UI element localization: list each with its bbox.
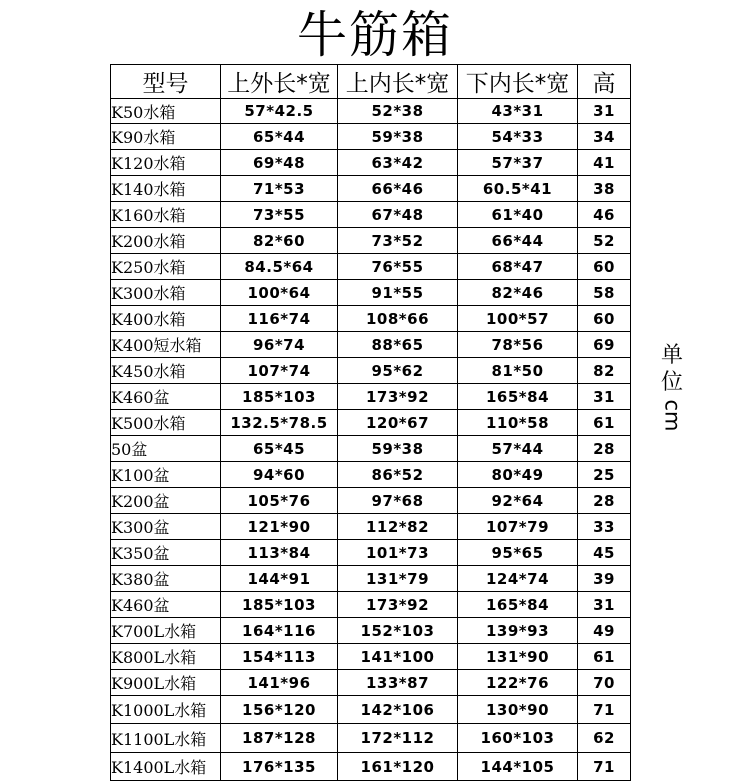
cell-top-outer: 57*42.5: [221, 99, 338, 124]
table-row: [111, 436, 631, 462]
cell-bottom-inner: 100*57: [458, 306, 578, 332]
cell-model: K500水箱: [111, 410, 221, 436]
cell-top-outer: 82*60: [221, 228, 338, 254]
table-row: [111, 202, 631, 228]
cell-bottom-inner: 54*33: [458, 124, 578, 150]
cell-top-outer: 185*103: [221, 592, 338, 618]
table-row: [111, 124, 631, 150]
cell-top-outer: 105*76: [221, 488, 338, 514]
header-top-inner: 上内长*宽: [338, 65, 458, 99]
cell-top-inner: 76*55: [338, 254, 458, 280]
cell-height: 71: [578, 696, 631, 724]
cell-bottom-inner: 57*37: [458, 150, 578, 176]
table-row: [111, 592, 631, 618]
cell-top-outer: 164*116: [221, 618, 338, 644]
table-row: [111, 150, 631, 176]
cell-top-outer: 94*60: [221, 462, 338, 488]
cell-height: 38: [578, 176, 631, 202]
table-row: [111, 724, 631, 753]
cell-bottom-inner: 130*90: [458, 696, 578, 724]
cell-bottom-inner: 82*46: [458, 280, 578, 306]
cell-top-inner: 133*87: [338, 670, 458, 696]
spec-table: [110, 64, 631, 781]
cell-model: K250水箱: [111, 254, 221, 280]
cell-bottom-inner: 92*64: [458, 488, 578, 514]
cell-top-inner: 91*55: [338, 280, 458, 306]
cell-bottom-inner: 124*74: [458, 566, 578, 592]
cell-height: 62: [578, 724, 631, 753]
cell-bottom-inner: 144*105: [458, 753, 578, 781]
cell-top-inner: 173*92: [338, 384, 458, 410]
cell-model: K300水箱: [111, 280, 221, 306]
cell-height: 28: [578, 436, 631, 462]
table-row: [111, 696, 631, 724]
cell-height: 70: [578, 670, 631, 696]
table-row: [111, 753, 631, 781]
cell-top-outer: 121*90: [221, 514, 338, 540]
cell-bottom-inner: 66*44: [458, 228, 578, 254]
cell-top-outer: 65*44: [221, 124, 338, 150]
cell-model: K900L水箱: [111, 670, 221, 696]
cell-model: K350盆: [111, 540, 221, 566]
cell-model: K460盆: [111, 592, 221, 618]
header-bottom-inner: 下内长*宽: [458, 65, 578, 99]
cell-model: K800L水箱: [111, 644, 221, 670]
table-row: [111, 176, 631, 202]
cell-top-inner: 86*52: [338, 462, 458, 488]
cell-model: K100盆: [111, 462, 221, 488]
cell-top-outer: 185*103: [221, 384, 338, 410]
table-row: [111, 670, 631, 696]
table-row: [111, 462, 631, 488]
cell-height: 69: [578, 332, 631, 358]
cell-top-outer: 154*113: [221, 644, 338, 670]
cell-top-outer: 71*53: [221, 176, 338, 202]
cell-model: K400短水箱: [111, 332, 221, 358]
cell-bottom-inner: 139*93: [458, 618, 578, 644]
table-row: [111, 254, 631, 280]
cell-top-inner: 112*82: [338, 514, 458, 540]
cell-bottom-inner: 61*40: [458, 202, 578, 228]
cell-top-inner: 88*65: [338, 332, 458, 358]
cell-top-outer: 113*84: [221, 540, 338, 566]
cell-height: 82: [578, 358, 631, 384]
table-row: [111, 280, 631, 306]
table-header: [111, 65, 631, 99]
cell-height: 41: [578, 150, 631, 176]
cell-top-inner: 97*68: [338, 488, 458, 514]
cell-model: K1400L水箱: [111, 753, 221, 781]
cell-top-outer: 73*55: [221, 202, 338, 228]
cell-height: 46: [578, 202, 631, 228]
cell-top-inner: 59*38: [338, 124, 458, 150]
cell-bottom-inner: 95*65: [458, 540, 578, 566]
table-row: [111, 228, 631, 254]
cell-height: 33: [578, 514, 631, 540]
cell-top-outer: 100*64: [221, 280, 338, 306]
table-body: [111, 99, 631, 781]
table-row: [111, 99, 631, 124]
cell-top-inner: 59*38: [338, 436, 458, 462]
cell-top-outer: 107*74: [221, 358, 338, 384]
cell-top-outer: 96*74: [221, 332, 338, 358]
cell-bottom-inner: 78*56: [458, 332, 578, 358]
cell-model: K700L水箱: [111, 618, 221, 644]
cell-bottom-inner: 68*47: [458, 254, 578, 280]
table-row: [111, 566, 631, 592]
cell-height: 58: [578, 280, 631, 306]
cell-top-outer: 116*74: [221, 306, 338, 332]
unit-label: 单位: [660, 343, 683, 395]
cell-height: 60: [578, 254, 631, 280]
cell-top-outer: 132.5*78.5: [221, 410, 338, 436]
cell-top-inner: 172*112: [338, 724, 458, 753]
cell-top-outer: 156*120: [221, 696, 338, 724]
cell-bottom-inner: 131*90: [458, 644, 578, 670]
cell-top-outer: 144*91: [221, 566, 338, 592]
table-row: [111, 384, 631, 410]
cell-model: K160水箱: [111, 202, 221, 228]
header-row: [111, 65, 631, 99]
table-row: [111, 306, 631, 332]
cell-top-inner: 95*62: [338, 358, 458, 384]
unit-value: cm: [660, 399, 685, 432]
cell-bottom-inner: 57*44: [458, 436, 578, 462]
cell-top-inner: 152*103: [338, 618, 458, 644]
cell-top-inner: 52*38: [338, 99, 458, 124]
cell-model: K380盆: [111, 566, 221, 592]
cell-height: 31: [578, 384, 631, 410]
cell-model: K460盆: [111, 384, 221, 410]
cell-top-inner: 173*92: [338, 592, 458, 618]
cell-top-outer: 69*48: [221, 150, 338, 176]
cell-model: K1100L水箱: [111, 724, 221, 753]
cell-top-inner: 66*46: [338, 176, 458, 202]
cell-top-outer: 65*45: [221, 436, 338, 462]
cell-bottom-inner: 122*76: [458, 670, 578, 696]
header-top-outer: 上外长*宽: [221, 65, 338, 99]
cell-height: 52: [578, 228, 631, 254]
page-title: 牛筋箱: [297, 6, 453, 64]
cell-top-outer: 176*135: [221, 753, 338, 781]
cell-model: K300盆: [111, 514, 221, 540]
cell-model: K200水箱: [111, 228, 221, 254]
cell-height: 61: [578, 644, 631, 670]
table-row: [111, 514, 631, 540]
table-row: [111, 644, 631, 670]
cell-bottom-inner: 110*58: [458, 410, 578, 436]
cell-top-inner: 63*42: [338, 150, 458, 176]
cell-model: K200盆: [111, 488, 221, 514]
cell-height: 31: [578, 99, 631, 124]
table-row: [111, 410, 631, 436]
table-row: [111, 540, 631, 566]
cell-height: 45: [578, 540, 631, 566]
cell-model: 50盆: [111, 436, 221, 462]
cell-bottom-inner: 43*31: [458, 99, 578, 124]
cell-height: 31: [578, 592, 631, 618]
cell-top-inner: 120*67: [338, 410, 458, 436]
cell-height: 61: [578, 410, 631, 436]
cell-top-outer: 187*128: [221, 724, 338, 753]
cell-height: 71: [578, 753, 631, 781]
cell-height: 49: [578, 618, 631, 644]
cell-top-inner: 131*79: [338, 566, 458, 592]
cell-height: 34: [578, 124, 631, 150]
cell-height: 28: [578, 488, 631, 514]
header-height: 高: [578, 65, 631, 99]
cell-top-inner: 101*73: [338, 540, 458, 566]
cell-top-outer: 84.5*64: [221, 254, 338, 280]
cell-model: K1000L水箱: [111, 696, 221, 724]
cell-model: K120水箱: [111, 150, 221, 176]
cell-bottom-inner: 160*103: [458, 724, 578, 753]
cell-bottom-inner: 80*49: [458, 462, 578, 488]
cell-top-inner: 161*120: [338, 753, 458, 781]
cell-top-inner: 73*52: [338, 228, 458, 254]
cell-model: K140水箱: [111, 176, 221, 202]
cell-bottom-inner: 165*84: [458, 592, 578, 618]
table-row: [111, 332, 631, 358]
table-row: [111, 618, 631, 644]
cell-model: K400水箱: [111, 306, 221, 332]
cell-top-inner: 67*48: [338, 202, 458, 228]
cell-bottom-inner: 165*84: [458, 384, 578, 410]
table-row: [111, 358, 631, 384]
table-row: [111, 488, 631, 514]
cell-top-outer: 141*96: [221, 670, 338, 696]
cell-bottom-inner: 107*79: [458, 514, 578, 540]
cell-model: K450水箱: [111, 358, 221, 384]
header-model: 型号: [111, 65, 221, 99]
cell-height: 60: [578, 306, 631, 332]
cell-top-inner: 142*106: [338, 696, 458, 724]
cell-bottom-inner: 60.5*41: [458, 176, 578, 202]
cell-top-inner: 108*66: [338, 306, 458, 332]
cell-top-inner: 141*100: [338, 644, 458, 670]
cell-height: 25: [578, 462, 631, 488]
cell-height: 39: [578, 566, 631, 592]
cell-bottom-inner: 81*50: [458, 358, 578, 384]
cell-model: K90水箱: [111, 124, 221, 150]
unit-note: [655, 342, 689, 432]
cell-model: K50水箱: [111, 99, 221, 124]
